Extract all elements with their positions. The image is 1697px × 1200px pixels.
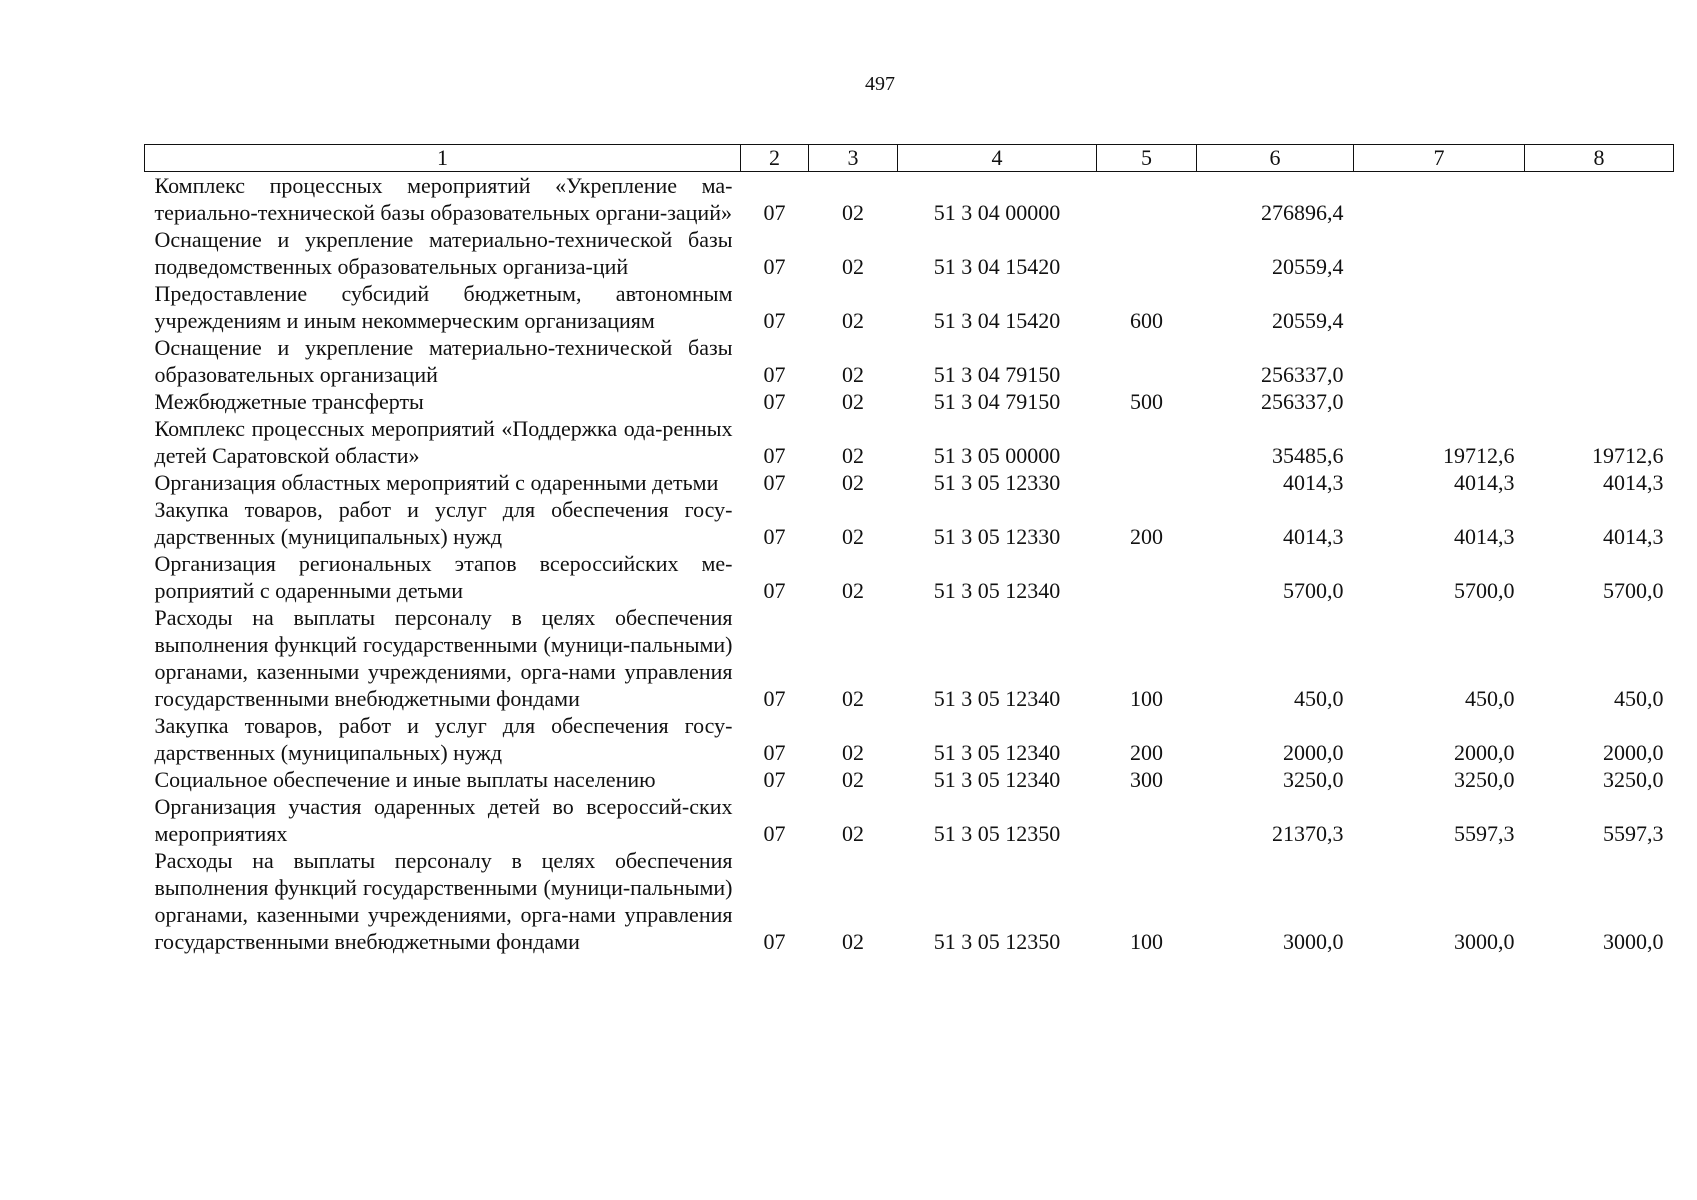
- target-article-code: 51 3 04 15420: [933, 308, 1061, 333]
- expense-type-code: 300: [1130, 767, 1163, 792]
- target-article-code: 51 3 05 12340: [933, 767, 1061, 792]
- expense-type-code: [1097, 550, 1197, 604]
- amount-col-8: 4014,3: [1603, 470, 1664, 495]
- row-name: Организация областных мероприятий с одаренными детьми: [154, 470, 719, 495]
- amount-col-8: [1525, 388, 1674, 415]
- target-article-code: 51 3 04 15420: [933, 254, 1061, 279]
- subsection-code: 02: [842, 470, 864, 495]
- amount-col-7: 19712,6: [1443, 443, 1515, 468]
- amount-col-6: 4014,3: [1283, 524, 1344, 549]
- table-body: [145, 172, 1674, 956]
- amount-col-7: 3250,0: [1454, 767, 1515, 792]
- amount-col-7: 450,0: [1465, 686, 1515, 711]
- target-article-code: 51 3 05 12340: [933, 740, 1061, 765]
- table-row: [145, 226, 1674, 280]
- table-row: [145, 712, 1674, 766]
- row-name: Предоставление субсидий бюджетным, автономным учреждениям и иным некоммерческим организациям: [154, 281, 733, 333]
- section-code: 07: [763, 254, 786, 279]
- column-header-6: 6: [1197, 145, 1354, 172]
- subsection-code: 02: [842, 578, 864, 603]
- amount-col-7: [1354, 172, 1525, 227]
- subsection-code: 02: [842, 686, 864, 711]
- expense-type-code: 600: [1130, 308, 1163, 333]
- subsection-code: 02: [842, 929, 864, 954]
- row-name: Организация участия одаренных детей во всероссий-ских мероприятиях: [154, 794, 733, 846]
- amount-col-6: 256337,0: [1261, 389, 1344, 414]
- amount-col-7: [1354, 334, 1525, 388]
- row-name: Социальное обеспечение и иные выплаты населению: [154, 767, 656, 792]
- expense-type-code: 500: [1130, 389, 1163, 414]
- expense-type-code: [1097, 793, 1197, 847]
- target-article-code: 51 3 05 12340: [933, 578, 1061, 603]
- amount-col-6: 21370,3: [1272, 821, 1344, 846]
- section-code: 07: [763, 470, 786, 495]
- subsection-code: 02: [842, 767, 864, 792]
- target-article-code: 51 3 04 79150: [933, 362, 1061, 387]
- table-row: [145, 847, 1674, 955]
- target-article-code: 51 3 04 79150: [933, 389, 1061, 414]
- table-row: [145, 388, 1674, 415]
- amount-col-7: 2000,0: [1454, 740, 1515, 765]
- amount-col-8: 5597,3: [1603, 821, 1664, 846]
- amount-col-8: 450,0: [1614, 686, 1664, 711]
- row-name: Межбюджетные трансферты: [154, 389, 424, 414]
- column-header-8: 8: [1525, 145, 1674, 172]
- expense-type-code: [1097, 334, 1197, 388]
- row-name: Расходы на выплаты персоналу в целях обеспечения выполнения функций государственными (муници-пальными) органами, казенными учреждениями, орга-нами управления государственными внебюджетными фондами: [154, 605, 733, 711]
- table-row: [145, 766, 1674, 793]
- amount-col-6: 2000,0: [1283, 740, 1344, 765]
- amount-col-8: 3000,0: [1603, 929, 1664, 954]
- amount-col-6: 3250,0: [1283, 767, 1344, 792]
- table-header-row: [145, 145, 1674, 172]
- section-code: 07: [763, 308, 786, 333]
- amount-col-8: 3250,0: [1603, 767, 1664, 792]
- section-code: 07: [763, 200, 786, 225]
- amount-col-6: 20559,4: [1272, 254, 1344, 279]
- target-article-code: 51 3 05 12330: [933, 524, 1061, 549]
- amount-col-6: 3000,0: [1283, 929, 1344, 954]
- section-code: 07: [763, 389, 786, 414]
- target-article-code: 51 3 05 12330: [933, 470, 1061, 495]
- section-code: 07: [763, 767, 786, 792]
- amount-col-6: 20559,4: [1272, 308, 1344, 333]
- subsection-code: 02: [842, 524, 864, 549]
- column-header-4: 4: [898, 145, 1097, 172]
- page-number: 497: [865, 73, 895, 95]
- row-name: Комплекс процессных мероприятий «Укрепление ма-териально-технической базы образовательных органи-заций»: [154, 173, 733, 225]
- section-code: 07: [763, 578, 786, 603]
- table-row: [145, 469, 1674, 496]
- section-code: 07: [763, 443, 786, 468]
- table-row: [145, 280, 1674, 334]
- expense-type-code: [1097, 415, 1197, 469]
- amount-col-8: 2000,0: [1603, 740, 1664, 765]
- amount-col-8: 19712,6: [1592, 443, 1664, 468]
- target-article-code: 51 3 05 12350: [933, 929, 1061, 954]
- expense-type-code: [1097, 226, 1197, 280]
- amount-col-6: 5700,0: [1283, 578, 1344, 603]
- subsection-code: 02: [842, 740, 864, 765]
- amount-col-8: 5700,0: [1603, 578, 1664, 603]
- column-header-3: 3: [809, 145, 898, 172]
- table-row: [145, 604, 1674, 712]
- amount-col-6: 35485,6: [1272, 443, 1344, 468]
- amount-col-6: 4014,3: [1283, 470, 1344, 495]
- row-name: Организация региональных этапов всероссийских ме-роприятий с одаренными детьми: [154, 551, 733, 603]
- section-code: 07: [763, 362, 786, 387]
- subsection-code: 02: [842, 821, 864, 846]
- row-name: Закупка товаров, работ и услуг для обеспечения госу-дарственных (муниципальных) нужд: [154, 497, 733, 549]
- subsection-code: 02: [842, 200, 864, 225]
- amount-col-7: 5597,3: [1454, 821, 1515, 846]
- table-row: [145, 550, 1674, 604]
- section-code: 07: [763, 929, 786, 954]
- amount-col-8: [1525, 334, 1674, 388]
- section-code: 07: [763, 524, 786, 549]
- table-row: [145, 172, 1674, 227]
- amount-col-7: [1354, 388, 1525, 415]
- subsection-code: 02: [842, 362, 864, 387]
- row-name: Расходы на выплаты персоналу в целях обеспечения выполнения функций государственными (муници-пальными) органами, казенными учреждениями, орга-нами управления государственными внебюджетными фондами: [154, 848, 733, 954]
- section-code: 07: [763, 686, 786, 711]
- table-row: [145, 793, 1674, 847]
- target-article-code: 51 3 05 12350: [933, 821, 1061, 846]
- subsection-code: 02: [842, 308, 864, 333]
- amount-col-7: [1354, 280, 1525, 334]
- table-row: [145, 496, 1674, 550]
- subsection-code: 02: [842, 443, 864, 468]
- row-name: Закупка товаров, работ и услуг для обеспечения госу-дарственных (муниципальных) нужд: [154, 713, 733, 765]
- expense-type-code: 100: [1130, 929, 1163, 954]
- column-header-5: 5: [1097, 145, 1197, 172]
- amount-col-7: 3000,0: [1454, 929, 1515, 954]
- amount-col-7: 4014,3: [1454, 524, 1515, 549]
- amount-col-6: 450,0: [1294, 686, 1344, 711]
- amount-col-8: [1525, 226, 1674, 280]
- expense-type-code: [1097, 172, 1197, 227]
- amount-col-7: [1354, 226, 1525, 280]
- subsection-code: 02: [842, 389, 864, 414]
- expense-type-code: 200: [1130, 740, 1163, 765]
- subsection-code: 02: [842, 254, 864, 279]
- expense-type-code: 200: [1130, 524, 1163, 549]
- row-name: Комплекс процессных мероприятий «Поддержка ода-ренных детей Саратовской области»: [154, 416, 733, 468]
- amount-col-7: 4014,3: [1454, 470, 1515, 495]
- amount-col-8: [1525, 280, 1674, 334]
- expense-type-code: [1097, 469, 1197, 496]
- table-row: [145, 334, 1674, 388]
- amount-col-7: 5700,0: [1454, 578, 1515, 603]
- target-article-code: 51 3 04 00000: [933, 200, 1061, 225]
- row-name: Оснащение и укрепление материально-технической базы подведомственных образовательных организа-ций: [154, 227, 733, 279]
- table-row: [145, 415, 1674, 469]
- amount-col-6: 256337,0: [1261, 362, 1344, 387]
- column-header-7: 7: [1354, 145, 1525, 172]
- amount-col-8: 4014,3: [1603, 524, 1664, 549]
- column-header-1: 1: [145, 145, 741, 172]
- target-article-code: 51 3 05 12340: [933, 686, 1061, 711]
- column-header-2: 2: [741, 145, 809, 172]
- amount-col-6: 276896,4: [1261, 200, 1344, 225]
- budget-table: [144, 144, 1674, 955]
- section-code: 07: [763, 740, 786, 765]
- target-article-code: 51 3 05 00000: [933, 443, 1061, 468]
- section-code: 07: [763, 821, 786, 846]
- expense-type-code: 100: [1130, 686, 1163, 711]
- amount-col-8: [1525, 172, 1674, 227]
- row-name: Оснащение и укрепление материально-технической базы образовательных организаций: [154, 335, 733, 387]
